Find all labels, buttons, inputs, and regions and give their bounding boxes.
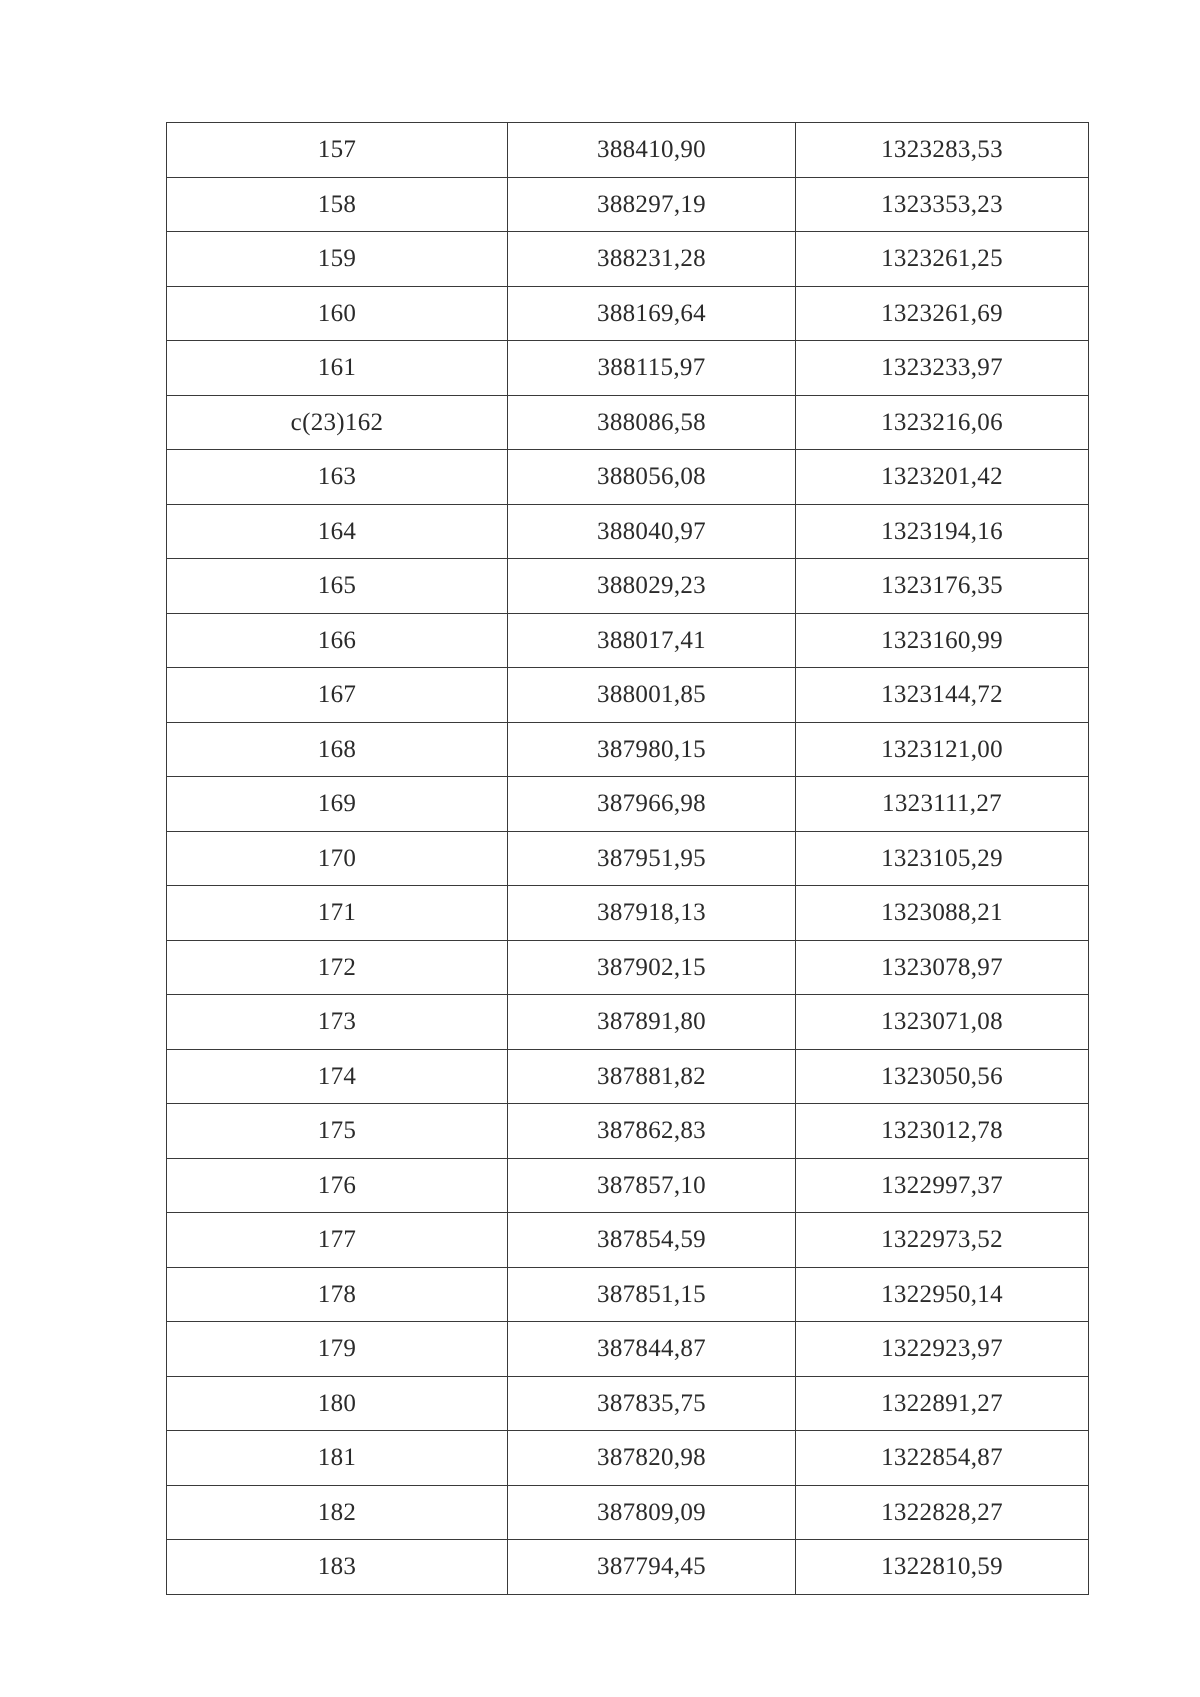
x-coordinate-cell: 388086,58 xyxy=(508,395,796,450)
table-row xyxy=(167,1322,1089,1377)
point-number-cell: 183 xyxy=(167,1540,508,1595)
x-coordinate-cell: 388231,28 xyxy=(508,232,796,287)
y-coordinate-cell: 1323121,00 xyxy=(796,722,1089,777)
point-number-cell: 160 xyxy=(167,286,508,341)
point-number-cell: 182 xyxy=(167,1485,508,1540)
y-coordinate-cell: 1323261,69 xyxy=(796,286,1089,341)
table-row xyxy=(167,722,1089,777)
point-number-cell: 175 xyxy=(167,1104,508,1159)
x-coordinate-cell: 388410,90 xyxy=(508,123,796,178)
y-coordinate-cell: 1323012,78 xyxy=(796,1104,1089,1159)
x-coordinate-cell: 387851,15 xyxy=(508,1267,796,1322)
point-number-cell: 178 xyxy=(167,1267,508,1322)
point-number-cell: 169 xyxy=(167,777,508,832)
table-row xyxy=(167,232,1089,287)
x-coordinate-cell: 388040,97 xyxy=(508,504,796,559)
y-coordinate-cell: 1323194,16 xyxy=(796,504,1089,559)
table-row xyxy=(167,286,1089,341)
x-coordinate-cell: 388297,19 xyxy=(508,177,796,232)
table-row xyxy=(167,613,1089,668)
table-row xyxy=(167,450,1089,505)
y-coordinate-cell: 1323353,23 xyxy=(796,177,1089,232)
point-number-cell: 168 xyxy=(167,722,508,777)
x-coordinate-cell: 387966,98 xyxy=(508,777,796,832)
x-coordinate-cell: 388001,85 xyxy=(508,668,796,723)
y-coordinate-cell: 1323144,72 xyxy=(796,668,1089,723)
point-number-cell: 174 xyxy=(167,1049,508,1104)
table-row xyxy=(167,1376,1089,1431)
point-number-cell: 172 xyxy=(167,940,508,995)
y-coordinate-cell: 1323111,27 xyxy=(796,777,1089,832)
y-coordinate-cell: 1322828,27 xyxy=(796,1485,1089,1540)
x-coordinate-cell: 387820,98 xyxy=(508,1431,796,1486)
table-row xyxy=(167,559,1089,614)
point-number-cell: 158 xyxy=(167,177,508,232)
y-coordinate-cell: 1323176,35 xyxy=(796,559,1089,614)
x-coordinate-cell: 388169,64 xyxy=(508,286,796,341)
table-row xyxy=(167,1049,1089,1104)
x-coordinate-cell: 388029,23 xyxy=(508,559,796,614)
coordinates-table xyxy=(166,122,1089,1595)
y-coordinate-cell: 1322997,37 xyxy=(796,1158,1089,1213)
table-row xyxy=(167,341,1089,396)
table-row xyxy=(167,1213,1089,1268)
x-coordinate-cell: 387835,75 xyxy=(508,1376,796,1431)
y-coordinate-cell: 1323201,42 xyxy=(796,450,1089,505)
y-coordinate-cell: 1322973,52 xyxy=(796,1213,1089,1268)
y-coordinate-cell: 1322923,97 xyxy=(796,1322,1089,1377)
table-row xyxy=(167,831,1089,886)
table-row xyxy=(167,1540,1089,1595)
point-number-cell: 171 xyxy=(167,886,508,941)
point-number-cell: 159 xyxy=(167,232,508,287)
y-coordinate-cell: 1323050,56 xyxy=(796,1049,1089,1104)
y-coordinate-cell: 1323283,53 xyxy=(796,123,1089,178)
x-coordinate-cell: 387918,13 xyxy=(508,886,796,941)
x-coordinate-cell: 387809,09 xyxy=(508,1485,796,1540)
y-coordinate-cell: 1322950,14 xyxy=(796,1267,1089,1322)
table-row xyxy=(167,1485,1089,1540)
table-row xyxy=(167,1104,1089,1159)
table-row xyxy=(167,177,1089,232)
x-coordinate-cell: 387951,95 xyxy=(508,831,796,886)
x-coordinate-cell: 387844,87 xyxy=(508,1322,796,1377)
y-coordinate-cell: 1323160,99 xyxy=(796,613,1089,668)
point-number-cell: 167 xyxy=(167,668,508,723)
point-number-cell: 164 xyxy=(167,504,508,559)
y-coordinate-cell: 1322810,59 xyxy=(796,1540,1089,1595)
point-number-cell: 181 xyxy=(167,1431,508,1486)
x-coordinate-cell: 387902,15 xyxy=(508,940,796,995)
x-coordinate-cell: 387881,82 xyxy=(508,1049,796,1104)
table-row xyxy=(167,1158,1089,1213)
x-coordinate-cell: 387891,80 xyxy=(508,995,796,1050)
x-coordinate-cell: 388017,41 xyxy=(508,613,796,668)
x-coordinate-cell: 387980,15 xyxy=(508,722,796,777)
y-coordinate-cell: 1323078,97 xyxy=(796,940,1089,995)
table-row xyxy=(167,886,1089,941)
table-row xyxy=(167,123,1089,178)
y-coordinate-cell: 1322854,87 xyxy=(796,1431,1089,1486)
table-row xyxy=(167,504,1089,559)
x-coordinate-cell: 388115,97 xyxy=(508,341,796,396)
y-coordinate-cell: 1322891,27 xyxy=(796,1376,1089,1431)
point-number-cell: 170 xyxy=(167,831,508,886)
point-number-cell: 166 xyxy=(167,613,508,668)
table-row xyxy=(167,777,1089,832)
table-row xyxy=(167,668,1089,723)
y-coordinate-cell: 1323233,97 xyxy=(796,341,1089,396)
point-number-cell: 157 xyxy=(167,123,508,178)
point-number-cell: 173 xyxy=(167,995,508,1050)
point-number-cell: c(23)162 xyxy=(167,395,508,450)
table-row xyxy=(167,1431,1089,1486)
point-number-cell: 179 xyxy=(167,1322,508,1377)
table-row xyxy=(167,395,1089,450)
point-number-cell: 176 xyxy=(167,1158,508,1213)
x-coordinate-cell: 387794,45 xyxy=(508,1540,796,1595)
table-row xyxy=(167,1267,1089,1322)
y-coordinate-cell: 1323071,08 xyxy=(796,995,1089,1050)
table-row xyxy=(167,995,1089,1050)
table-row xyxy=(167,940,1089,995)
y-coordinate-cell: 1323105,29 xyxy=(796,831,1089,886)
point-number-cell: 165 xyxy=(167,559,508,614)
point-number-cell: 177 xyxy=(167,1213,508,1268)
point-number-cell: 163 xyxy=(167,450,508,505)
x-coordinate-cell: 388056,08 xyxy=(508,450,796,505)
point-number-cell: 180 xyxy=(167,1376,508,1431)
x-coordinate-cell: 387854,59 xyxy=(508,1213,796,1268)
y-coordinate-cell: 1323261,25 xyxy=(796,232,1089,287)
x-coordinate-cell: 387857,10 xyxy=(508,1158,796,1213)
point-number-cell: 161 xyxy=(167,341,508,396)
x-coordinate-cell: 387862,83 xyxy=(508,1104,796,1159)
y-coordinate-cell: 1323216,06 xyxy=(796,395,1089,450)
y-coordinate-cell: 1323088,21 xyxy=(796,886,1089,941)
